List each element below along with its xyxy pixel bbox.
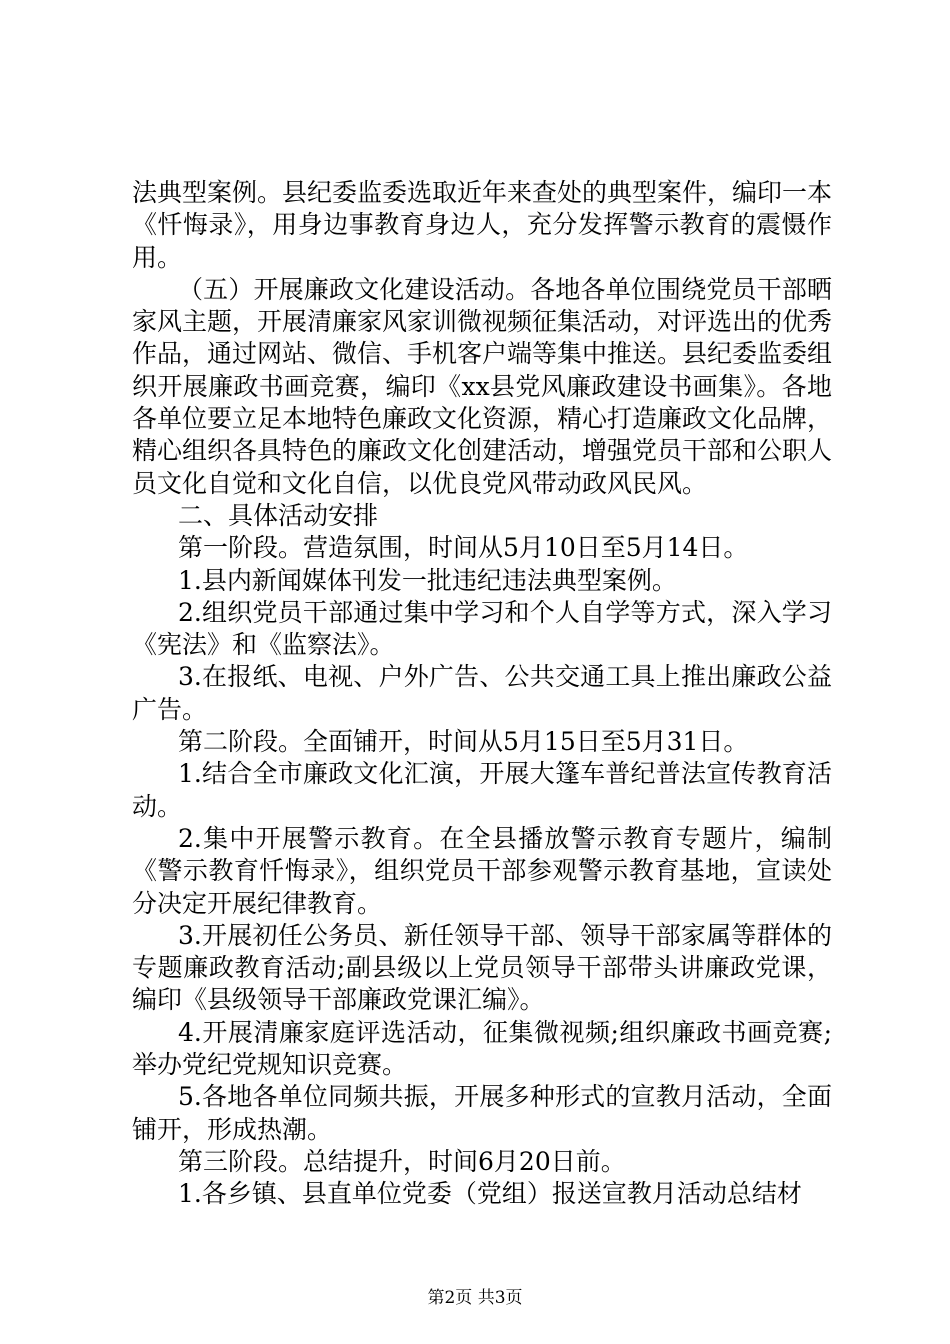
stage-two-item-4: 4.开展清廉家庭评选活动，征集微视频;组织廉政书画竞赛;举办党纪党规知识竞赛。 (132, 1017, 832, 1080)
paragraph-section-five: （五）开展廉政文化建设活动。各地各单位围绕党员干部晒家风主题，开展清廉家风家训微视频征集活动，对评选出的优秀作品，通过网站、微信、手机客户端等集中推送。县纪委监委组织开展廉政书画竞赛，编印《xx县党风廉政建设书画集》。各地各单位要立足本地特色廉政文化资源，精心打造廉政文化品牌，精心组织各具特色的廉政文化创建活动，增强党员干部和公职人员文化自觉和文化自信，以优良党风带动政风民风。 (132, 274, 833, 498)
stage-three-item-1: 1.各乡镇、县直单位党委（党组）报送宣教月活动总结材 (178, 1179, 802, 1209)
stage-two-heading: 第二阶段。全面铺开，时间从5月15日至5月31日。 (178, 727, 749, 757)
section-heading-activity-schedule: 二、具体活动安排 (178, 500, 379, 530)
stage-two-item-5: 5.各地各单位同频共振，开展多种形式的宣教月活动，全面铺开，形成热潮。 (132, 1082, 832, 1144)
document-body (132, 177, 832, 1211)
page-number-footer: 第2页 共3页 (427, 1288, 523, 1308)
stage-three-heading: 第三阶段。总结提升，时间6月20日前。 (178, 1146, 626, 1176)
paragraph-continuation: 法典型案例。县纪委监委选取近年来查处的典型案件，编印一本《忏悔录》，用身边事教育身边人，充分发挥警示教育的震慑作用。 (132, 178, 833, 272)
stage-two-item-2: 2.集中开展警示教育。在全县播放警示教育专题片，编制《警示教育忏悔录》，组织党员干部参观警示教育基地，宣读处分决定开展纪律教育。 (132, 823, 832, 918)
stage-two-item-3: 3.开展初任公务员、新任领导干部、领导干部家属等群体的专题廉政教育活动;副县级以上党员领导干部带头讲廉政党课，编印《县级领导干部廉政党课汇编》。 (132, 920, 832, 1015)
stage-one-item-2: 2.组织党员干部通过集中学习和个人自学等方式，深入学习《宪法》和《监察法》。 (132, 597, 832, 660)
stage-one-item-3: 3.在报纸、电视、户外广告、公共交通工具上推出廉政公益广告。 (132, 662, 832, 724)
stage-two-item-1: 1.结合全市廉政文化汇演，开展大篷车普纪普法宣传教育活动。 (132, 759, 832, 821)
stage-one-item-1: 1.县内新闻媒体刊发一批违纪违法典型案例。 (178, 565, 677, 595)
stage-one-heading: 第一阶段。营造氛围，时间从5月10日至5月14日。 (178, 533, 749, 563)
